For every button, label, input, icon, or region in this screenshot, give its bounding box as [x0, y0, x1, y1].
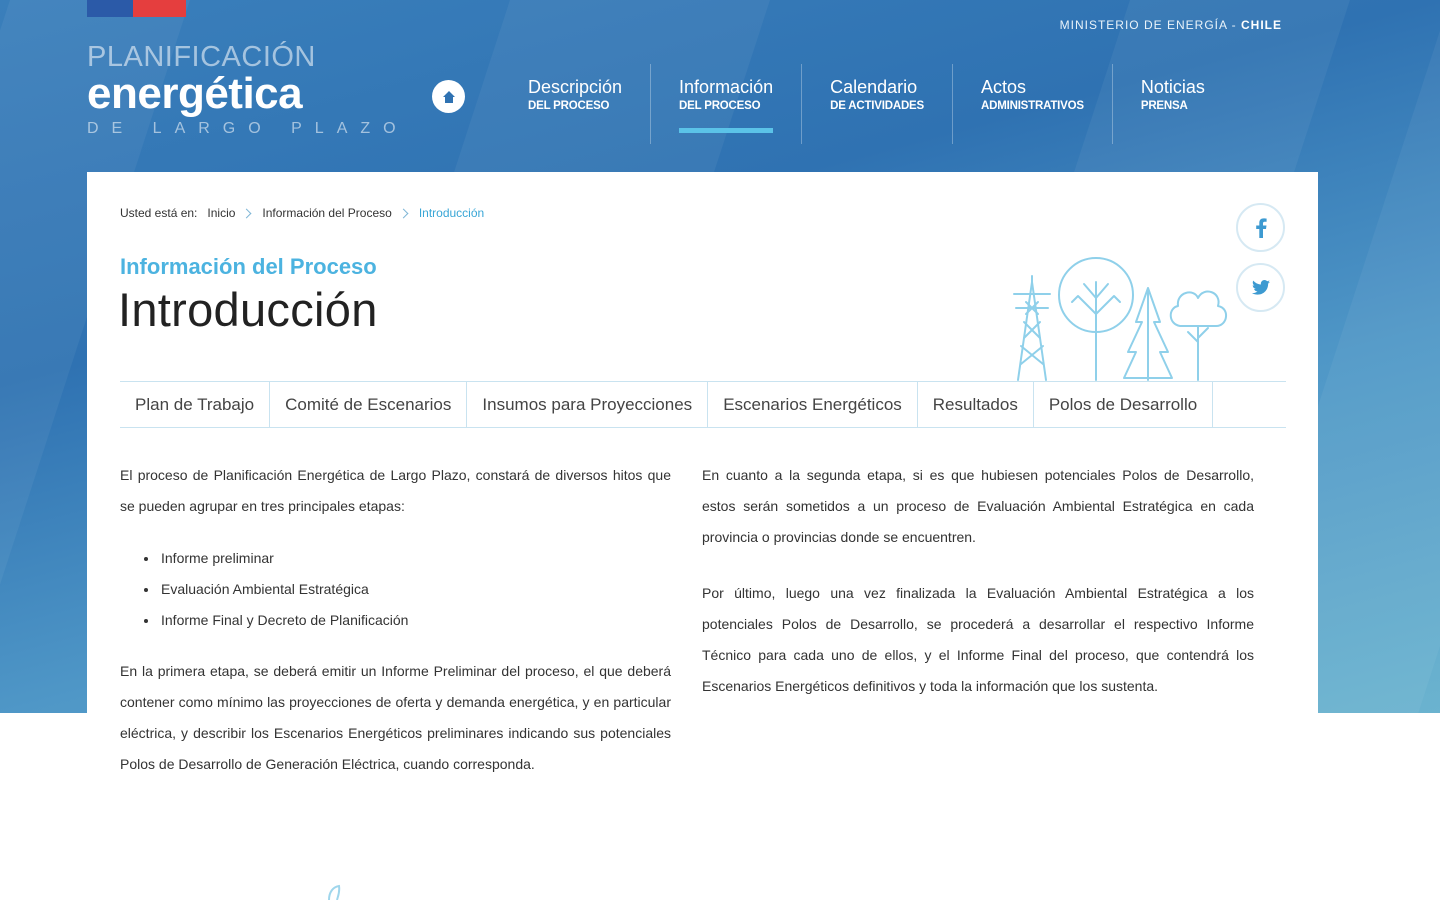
- nav-title: Noticias: [1140, 77, 1205, 97]
- nav-subtitle: DEL PROCESO: [679, 100, 761, 112]
- breadcrumb-lead: Usted está en:: [120, 206, 198, 220]
- tab-comite-de-escenarios[interactable]: Comité de Escenarios: [270, 382, 467, 427]
- nav-calendario[interactable]: [801, 64, 952, 144]
- home-button[interactable]: [432, 80, 465, 113]
- list-item: Informe Final y Decreto de Planificación: [144, 605, 671, 636]
- content-right-column: [702, 460, 1254, 727]
- facebook-share-button[interactable]: [1236, 203, 1285, 252]
- tab-resultados[interactable]: Resultados: [918, 382, 1034, 427]
- ministry-name: MINISTERIO DE ENERGÍA -: [1059, 18, 1241, 32]
- tab-plan-de-trabajo[interactable]: Plan de Trabajo: [120, 382, 270, 427]
- twitter-icon: [1252, 280, 1270, 295]
- nav-descripcion[interactable]: [500, 64, 650, 144]
- nav-subtitle: ADMINISTRATIVOS: [981, 100, 1084, 112]
- chile-flag: [87, 0, 186, 17]
- stages-list: [144, 543, 671, 636]
- nav-subtitle: DE ACTIVIDADES: [830, 100, 924, 112]
- energy-landscape-illustration: [1008, 252, 1238, 382]
- nav-subtitle: DEL PROCESO: [528, 100, 610, 112]
- logo-line-2: energética: [87, 69, 303, 118]
- nav-subtitle: PRENSA: [1140, 100, 1188, 112]
- content-left-column: [120, 460, 671, 805]
- nav-actos[interactable]: [952, 64, 1112, 144]
- facebook-icon: [1254, 218, 1268, 238]
- final-stage-paragraph: Por último, luego una vez finalizada la Evaluación Ambiental Estratégica a los potenciales Polos de Desarrollo, se procederá a desarrollar el respectivo Informe Técnico para cada uno de ellos, y el Informe Final del proceso, que contendrá los Escenarios Energéticos definitivos y toda la información que los sustenta.: [702, 585, 1254, 694]
- nav-noticias[interactable]: [1112, 64, 1233, 144]
- section-label: Información del Proceso: [120, 254, 377, 279]
- tab-escenarios-energeticos[interactable]: Escenarios Energéticos: [708, 382, 918, 427]
- nav-title: Calendario: [830, 77, 918, 97]
- main-navigation: [500, 64, 1233, 144]
- list-item: Informe preliminar: [144, 543, 671, 574]
- twitter-share-button[interactable]: [1236, 263, 1285, 312]
- site-logo[interactable]: [87, 40, 409, 138]
- nav-informacion[interactable]: [650, 64, 801, 144]
- nav-title: Información: [679, 77, 774, 97]
- chevron-right-icon: [242, 208, 252, 218]
- first-stage-paragraph: En la primera etapa, se deberá emitir un Informe Preliminar del proceso, el que deberá contener como mínimo las proyecciones de oferta y demanda energética, y en particular eléctrica, y describir los Escenarios Energéticos preliminares indicando sus potenciales Polos de Desarrollo de Generación Eléctrica, cuando corresponda.: [120, 663, 671, 772]
- breadcrumb-item-current: Introducción: [418, 206, 485, 220]
- active-indicator: [679, 128, 773, 133]
- intro-paragraph: El proceso de Planificación Energética de Largo Plazo, constará de diversos hitos que se pueden agrupar en tres principales etapas:: [120, 467, 671, 514]
- tab-polos-de-desarrollo[interactable]: Polos de Desarrollo: [1034, 382, 1213, 427]
- tab-insumos-para-proyecciones[interactable]: Insumos para Proyecciones: [467, 382, 708, 427]
- chevron-right-icon: [398, 208, 408, 218]
- power-tower-icon: [1014, 276, 1050, 380]
- logo-line-1: PLANIFICACIÓN: [87, 41, 316, 73]
- bush-tree-icon: [1171, 292, 1226, 380]
- round-tree-icon: [1059, 258, 1133, 380]
- nav-title: Descripción: [528, 77, 623, 97]
- decorative-leaf-icon: [323, 884, 343, 900]
- pine-tree-icon: [1124, 288, 1172, 380]
- page-title: Introducción: [118, 283, 378, 336]
- content-card: [87, 172, 1318, 900]
- breadcrumb-item-informacion[interactable]: Información del Proceso: [262, 206, 392, 220]
- section-subnav: [120, 381, 1286, 428]
- list-item: Evaluación Ambiental Estratégica: [144, 574, 671, 605]
- breadcrumb: [120, 206, 484, 220]
- breadcrumb-item-inicio[interactable]: Inicio: [207, 206, 236, 220]
- nav-title: Actos: [981, 77, 1027, 97]
- second-stage-paragraph: En cuanto a la segunda etapa, si es que hubiesen potenciales Polos de Desarrollo, estos serán sometidos a un proceso de Evaluación Ambiental Estratégica en cada provincia o provincias donde se encuentren.: [702, 467, 1254, 545]
- ministry-country: CHILE: [1241, 18, 1282, 32]
- home-icon: [442, 90, 456, 104]
- ministry-link[interactable]: [1060, 18, 1282, 32]
- logo-line-3: DE LARGO PLAZO: [87, 120, 409, 137]
